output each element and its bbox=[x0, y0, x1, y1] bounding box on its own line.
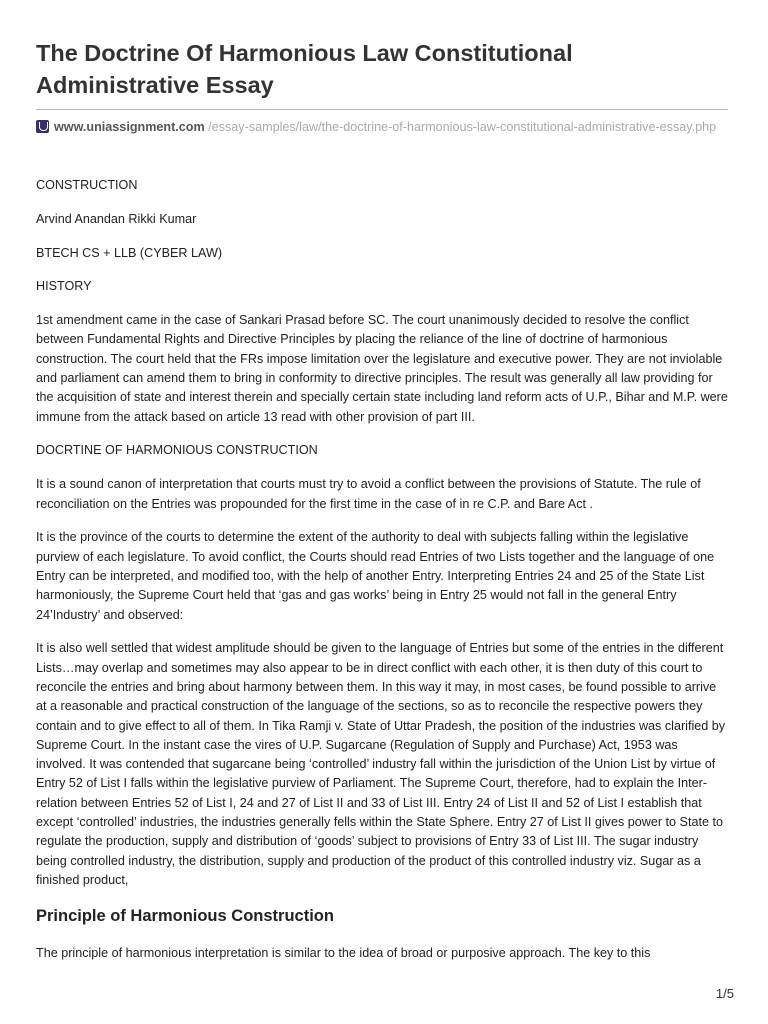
source-path[interactable]: /essay-samples/law/the-doctrine-of-harmonious-law-constitutional-administrative-essay.php bbox=[204, 120, 717, 134]
paragraph-amplitude: It is also well settled that widest amplitude should be given to the language of Entries but some of the entries in the different Lists…may overlap and sometimes may also appear to be in direct conflict with each other, it is then duty of this court to reconcile the entries and bring about harmony between them. In this way it may, in most cases, be found possible to arrive at a reasonable and practical construction of the language of the sections, so as to reconcile the respective powers they contain and to give effect to all of them. In Tika Ramji v. State of Uttar Pradesh, the position of the industries was clarified by Supreme Court. In the instant case the vires of U.P. Sugarcane (Regulation of Supply and Purchase) Act, 1953 was involved. It was contended that sugarcane being ‘controlled’ industry fall within the jurisdiction of the Union List by virtue of Entry 52 of List I falls within the legislative purview of Parliament. The Supreme Court, therefore, had to explain the Inter-relation between Entries 52 of List I, 24 and 27 of List II and 33 of List III. Entry 24 of List II and 52 of List I establish that except ‘controlled’ industries, the industries generally fells within the State Sphere. Entry 27 of List II gives power to State to regulate the production, supply and distribution of ‘goods’ subject to provisions of Entry 33 of List III. The sugar industry being controlled industry, the distribution, supply and production of the product of this controlled industry viz. Sugar as a finished product, bbox=[36, 641, 726, 887]
paragraph-history-heading: HISTORY bbox=[36, 279, 92, 294]
paragraph-course: BTECH CS + LLB (CYBER LAW) bbox=[36, 245, 223, 260]
paragraph-canon: It is a sound canon of interpretation that courts must try to avoid a conflict between the provisions of Statute. The rule of reconciliation on the Entries was propounded for the first time in the case of in re C.P. and Bare Act . bbox=[36, 477, 701, 511]
paragraph-construction: CONSTRUCTION bbox=[36, 178, 138, 192]
page-title: The Doctrine Of Harmonious Law Constitutional Administrative Essay bbox=[36, 40, 573, 98]
section-heading: Principle of Harmonious Construction bbox=[36, 906, 334, 925]
paragraph-history: 1st amendment came in the case of Sankari Prasad before SC. The court unanimously decided to resolve the conflict between Fundamental Rights and Directive Principles by placing the reliance of the line of doctrine of harmonious construction. The court held that the FRs impose limitation over the legislature and executive power. They are not inviolable and parliament can amend them to bring in conformity to directive principles. The result was generally all law providing for the acquisition of state and interest therein and specially certain state including land reform acts of U.P., Bihar and M.P. were immune from the attack based on article 13 read with other provision of part III. bbox=[36, 313, 728, 424]
paragraph-doctrine-heading: DOCRTINE OF HARMONIOUS CONSTRUCTION bbox=[36, 443, 318, 458]
page-number: 1/5 bbox=[715, 986, 734, 1001]
source-url[interactable] bbox=[36, 119, 730, 136]
paragraph-province: It is the province of the courts to determine the extent of the authority to deal with subjects falling within the legislative purview of each legislature. To avoid conflict, the Courts should read Entries of two Lists together and the language of one Entry can be interpreted, and modified too, with the help of another Entry. Interpreting Entries 24 and 25 of the State List harmoniously, the Supreme Court held that ‘gas and gas works’ being in Entry 25 would not fall in the general Entry 24’Industry’ and observed: bbox=[36, 530, 715, 622]
site-favicon-icon bbox=[36, 120, 49, 133]
paragraph-principle: The principle of harmonious interpretation is similar to the idea of broad or purposive approach. The key to this bbox=[36, 945, 651, 960]
paragraph-authors: Arvind Anandan Rikki Kumar bbox=[36, 211, 197, 226]
source-domain[interactable]: www.uniassignment.com bbox=[54, 120, 205, 134]
title-divider bbox=[36, 109, 728, 110]
document-content bbox=[36, 176, 730, 978]
